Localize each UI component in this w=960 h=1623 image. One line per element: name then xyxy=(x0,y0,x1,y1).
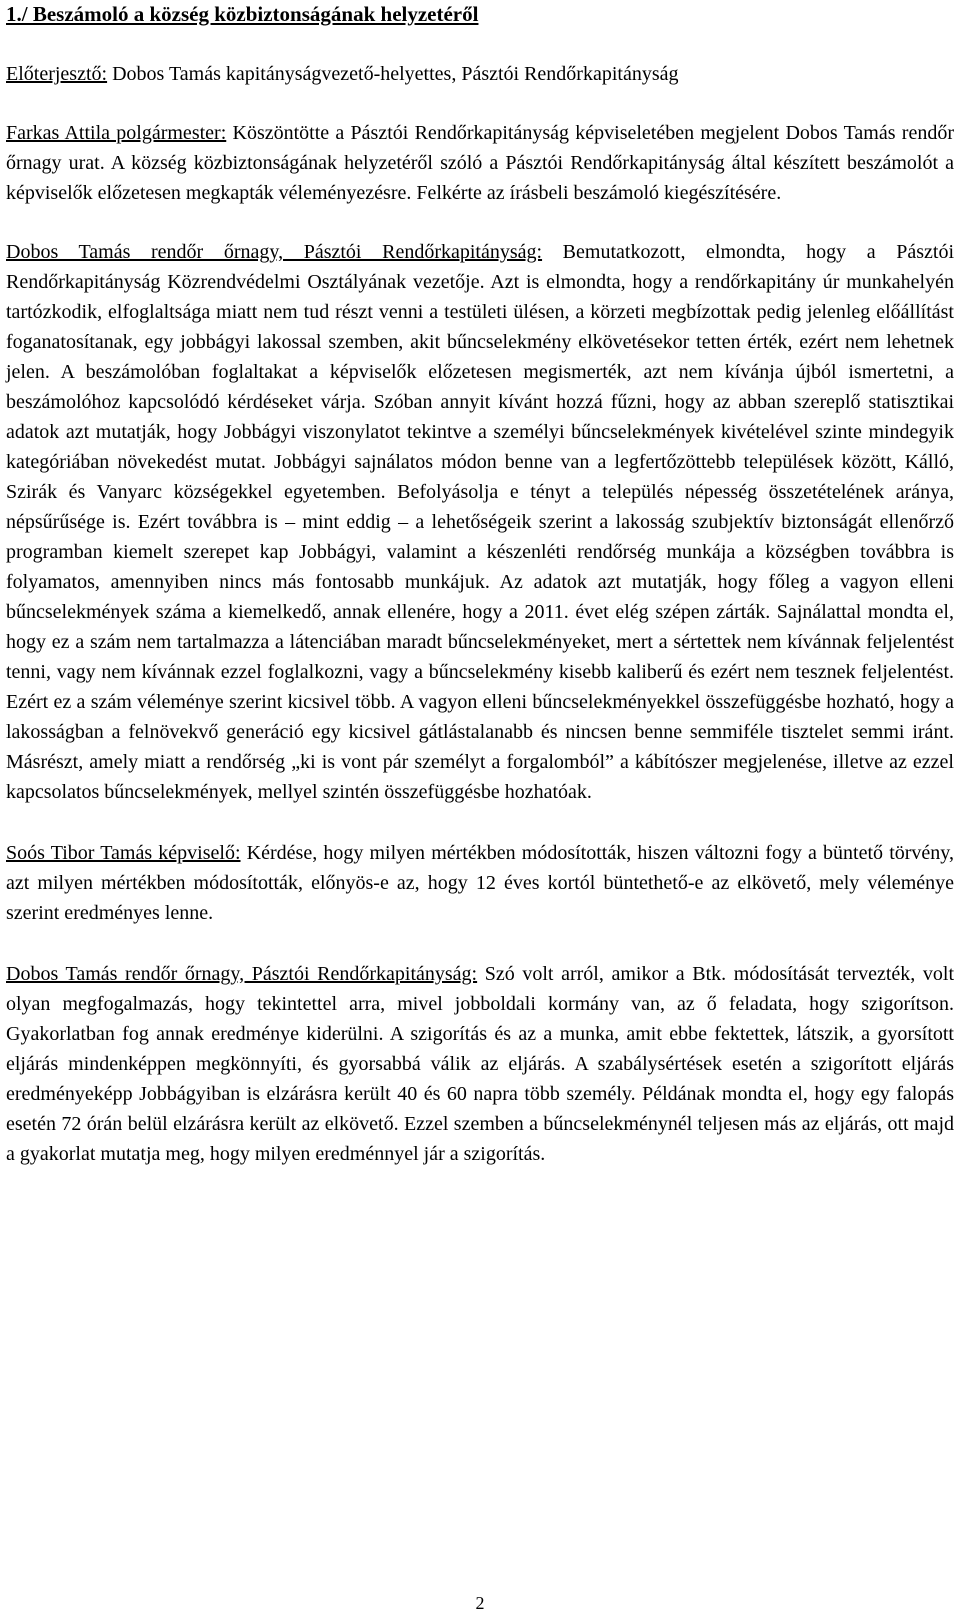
paragraph-text: Bemutatkozott, elmondta, hogy a Pásztói Rendőrkapitányság Közrendvédelmi Osztályának vezetője. Azt is elmondta, hogy a rendőrkapitány úr munkahelyén tartózkodik, elfoglaltsága miatt nem tud részt venni a testületi ülésen, a körzeti megbízottak pedig jelenleg előállítást foganatosítanak, egy jobbágyi lakossal szemben, akit bűncselekmény elkövetésekor tetten érték, ezért nem lehetnek jelen. A beszámolóban foglaltakat a képviselők előzetesen megismerték, azt nem kívánja újból ismertetni, a beszámolóhoz kapcsolódó kérdéseket várja. Szóban annyit kívánt hozzá fűzni, hogy az abban szereplő statisztikai adatok azt mutatják, hogy Jobbágyi viszonylatot tekintve a személyi bűncselekmények kivételével szinte mindegyik kategóriában növekedést mutat. Jobbágyi sajnálatos módon benne van a legfertőzöttebb települések között, Kálló, Szirák és Vanyarc községekkel egyetemben. Befolyásolja e tényt a település népesség összetételének aránya, népsűrűsége is. Ezért továbbra is – mint eddig – a lehetőségeik szerint a lakosság szubjektív biztonságát ellenőrző programban kiemelt szerepet kap Jobbágyi, valamint a készenléti rendőrség munkája a községben továbbra is folyamatos, amennyiben nincs más fontosabb munkájuk. Az adatok azt mutatják, hogy főleg a vagyon elleni bűncselekmények száma a kiemelkedő, annak ellenére, hogy a 2011. évet elég szépen zárták. Sajnálattal mondta el, hogy ez a szám nem tartalmazza a látenciában maradt bűncselekményeket, mert a sértettek nem kívánnak feljelentést tenni, vagy nem kívánnak ezzel foglalkozni, vagy a bűncselekmény kisebb kaliberű és ezért nem tesznek feljelentést. Ezért ez a szám véleménye szerint kicsivel több. A vagyon elleni bűncselekményekkel összefüggésbe hozható, hogy a lakosságban a felnövekvő generáció egy kicsivel gátlástalanabb és nincsen benne semmiféle tisztelet semmi iránt. Másrészt, amely miatt a rendőrség „ki is vont pár személyt a forgalomból” a kábítószer megjelenése, illetve az ezzel kapcsolatos bűncselekmények, mellyel szintén összefüggésbe hozhatóak. xyxy=(6,241,954,803)
paragraph-police-answer xyxy=(6,959,954,1169)
speaker-name: Farkas Attila polgármester: xyxy=(6,122,227,144)
presenter-label: Előterjesztő: xyxy=(6,63,108,85)
paragraph-text: Szó volt arról, amikor a Btk. módosítását tervezték, volt olyan megfogalmazás, hogy tekintettel arra, mivel jobboldali kormány van, az ő feladata, hogy szigorítson. Gyakorlatban fog annak eredménye kiderülni. A szigorítás és az a munka, amit ebbe fektettek, látszik, a gyorsított eljárás mindenképpen megkönnyíti, és gyorsabbá válik az eljárás. A szabálysértések esetén a szigorított eljárás eredményeképp Jobbágyiban is elzárásra került 40 és 60 napra több személy. Példának mondta el, hogy egy falopás esetén 72 órán belül elzárásra került az elkövető. Ezzel szemben a bűncselekménynél teljesen más az eljárás, ott majd a gyakorlat mutatja meg, hogy milyen eredménnyel jár a szigorítás. xyxy=(6,963,955,1165)
presenter-text: Dobos Tamás kapitányságvezető-helyettes, Pásztói Rendőrkapitányság xyxy=(107,63,679,85)
paragraph-police-report xyxy=(6,237,954,807)
paragraph-representative-question xyxy=(6,838,954,928)
paragraph-text: Kérdése, hogy milyen mértékben módosították, hiszen változni fogy a büntető törvény, azt milyen mértékben módosították, előnyös-e az, hogy 12 éves kortól büntethető-e az elkövető, mely véleménye szerint eredményes lenne. xyxy=(6,842,954,924)
paragraph-text: Köszöntötte a Pásztói Rendőrkapitányság képviseletében megjelent Dobos Tamás rendőr őrnagy urat. A község közbiztonságának helyzetéről szóló a Pásztói Rendőrkapitányság által készített beszámolót a képviselők előzetesen megkapták véleményezésre. Felkérte az írásbeli beszámoló kiegészítésére. xyxy=(6,122,954,204)
speaker-name: Dobos Tamás rendőr őrnagy, Pásztói Rendőrkapitányság: xyxy=(6,241,543,263)
presenter-line xyxy=(6,59,954,89)
speaker-name: Soós Tibor Tamás képviselő: xyxy=(6,842,241,864)
paragraph-mayor xyxy=(6,118,954,208)
speaker-name: Dobos Tamás rendőr őrnagy, Pásztói Rendőrkapitányság: xyxy=(6,963,478,985)
page-number: 2 xyxy=(475,1593,485,1613)
document-title: 1./ Beszámoló a község közbiztonságának helyzetéről xyxy=(6,2,479,26)
document-page xyxy=(6,0,954,1169)
